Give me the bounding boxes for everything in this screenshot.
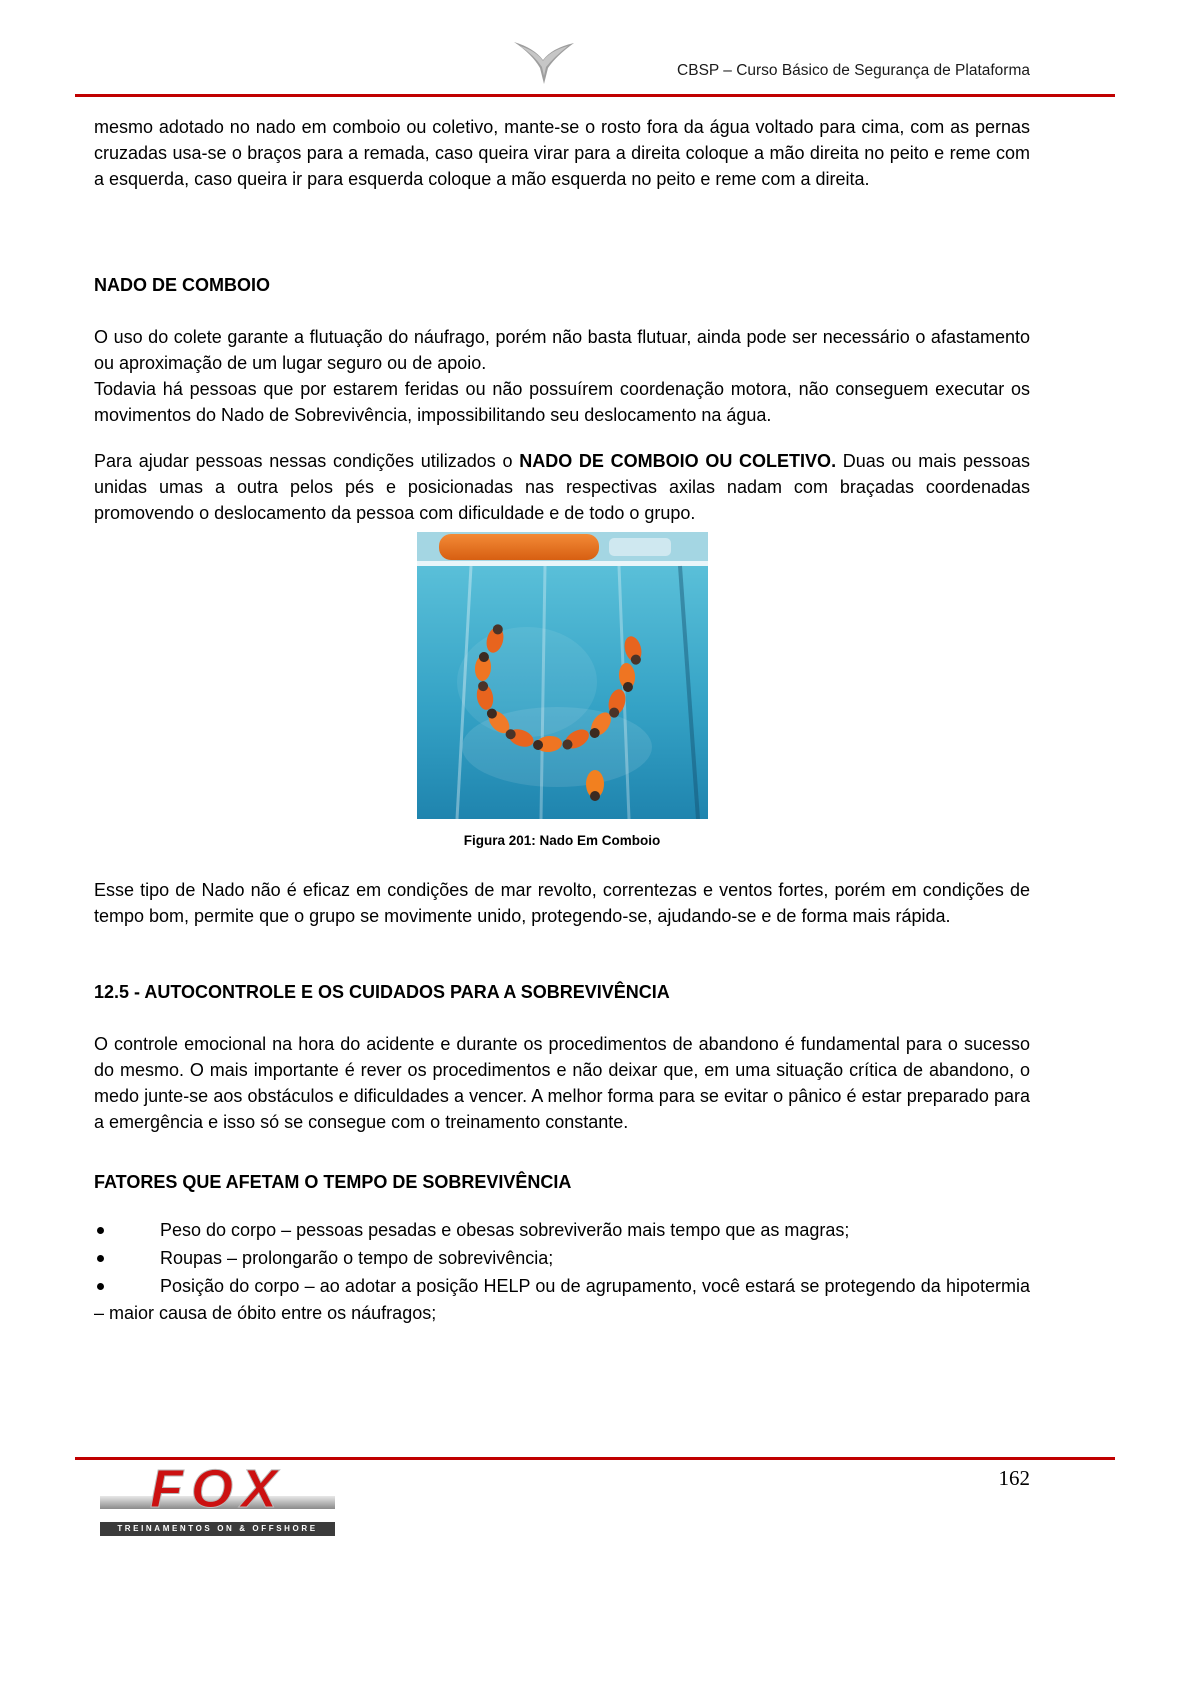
bullet-icon xyxy=(97,1255,104,1262)
bullet-icon xyxy=(97,1227,104,1234)
list-item xyxy=(94,1245,1030,1272)
paragraph-eficacia: Esse tipo de Nado não é eficaz em condições de mar revolto, correntezas e ventos fortes, porém em condições de tempo bom, permite que o grupo se movimente unido, protegendo-se, ajudando-se e de forma mais rápida. xyxy=(94,880,1030,926)
page-content xyxy=(94,114,1030,1328)
list-item-text: Roupas – prolongarão o tempo de sobrevivência; xyxy=(160,1248,554,1268)
fox-logo xyxy=(100,1459,335,1536)
figure-caption: Figura 201: Nado Em Comboio xyxy=(463,833,661,848)
pool-photo xyxy=(417,532,708,819)
list-item xyxy=(94,1273,1030,1327)
heading-nado-de-comboio: NADO DE COMBOIO xyxy=(94,275,271,295)
fox-logo-subtext: TREINAMENTOS ON & OFFSHORE xyxy=(100,1522,335,1536)
bullet-list xyxy=(94,1217,1030,1327)
publisher-bird-logo-icon xyxy=(510,40,578,91)
paragraph-ajudar-rest: Duas ou mais pessoas unidas umas a outra pelos pés e posicionadas nas respectivas axilas nadam com braçadas coordenadas promovendo o deslocamento da pessoa com dificuldade e de todo o grupo. xyxy=(94,451,1031,523)
heading-autocontrole: 12.5 - AUTOCONTROLE E OS CUIDADOS PARA A SOBREVIVÊNCIA xyxy=(94,982,670,1002)
paragraph-ajudar-bold: NADO DE COMBOIO OU COLETIVO. xyxy=(519,451,837,471)
paragraph-intro: mesmo adotado no nado em comboio ou coletivo, mante-se o rosto fora da água voltado para cima, com as pernas cruzadas usa-se o braços para a remada, caso queira virar para a direita coloque a mão direita no peito e reme com a esquerda, caso queira ir para esquerda coloque a mão esquerda no peito e reme com a direita. xyxy=(94,117,1030,189)
paragraph-colete-line2: Todavia há pessoas que por estarem feridas ou não possuírem coordenação motora, não conseguem executar os movimentos do Nado de Sobrevivência, impossibilitando seu deslocamento na água. xyxy=(94,379,1030,425)
life-raft xyxy=(439,534,599,560)
figure-nado-comboio xyxy=(417,532,708,849)
list-item xyxy=(94,1217,1030,1244)
header-rule xyxy=(75,94,1115,97)
fox-logo-text: FOX xyxy=(149,1459,285,1519)
list-item-text: Posição do corpo – ao adotar a posição HELP ou de agrupamento, você estará se protegendo da hipotermia – maior causa de óbito entre os náufragos; xyxy=(94,1276,1030,1323)
heading-fatores: FATORES QUE AFETAM O TEMPO DE SOBREVIVÊNCIA xyxy=(94,1172,572,1192)
paragraph-ajudar-lead: Para ajudar pessoas nessas condições utilizados o xyxy=(94,451,520,471)
paragraph-colete xyxy=(94,324,1030,428)
bullet-icon xyxy=(97,1283,104,1290)
list-item-text: Peso do corpo – pessoas pesadas e obesas sobreviverão mais tempo que as magras; xyxy=(160,1220,850,1240)
header-course-title: CBSP – Curso Básico de Segurança de Plataforma xyxy=(677,62,1030,79)
page-number: 162 xyxy=(998,1466,1030,1490)
paragraph-ajudar xyxy=(94,448,1030,526)
paragraph-colete-line1: O uso do colete garante a flutuação do náufrago, porém não basta flutuar, ainda pode ser necessário o afastamento ou aproximação de um lugar seguro ou de apoio. xyxy=(94,327,1030,373)
paragraph-controle-emocional: O controle emocional na hora do acidente e durante os procedimentos de abandono é fundamental para o sucesso do mesmo. O mais importante é rever os procedimentos e não deixar que, em uma situação crítica de abandono, o medo junte-se aos obstáculos e dificuldades a vencer. A melhor forma para se evitar o pânico é estar preparado para a emergência e isso só se consegue com o treinamento constante. xyxy=(94,1034,1030,1132)
